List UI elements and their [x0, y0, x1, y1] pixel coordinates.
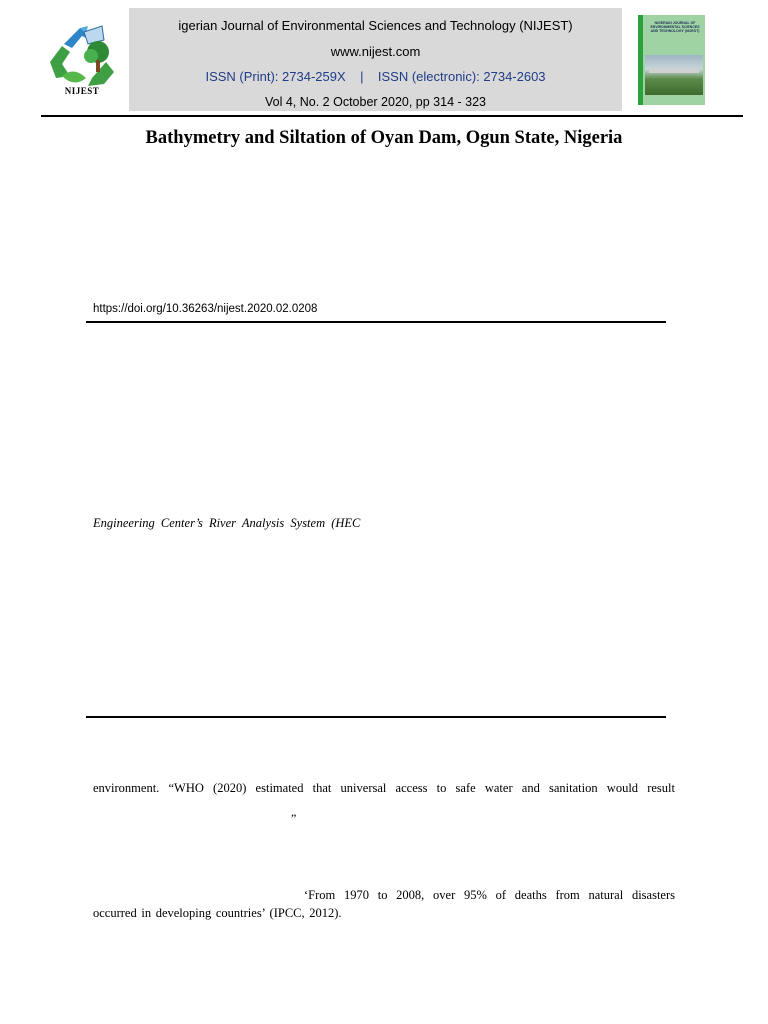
body-text-line: ‘From 1970 to 2008, over 95% of deaths from natural disasters [304, 888, 675, 902]
body-text-line: environment. “WHO (2020) estimated that universal access to safe water and sanitation would result [93, 781, 675, 795]
abstract-top-divider [86, 321, 666, 323]
body-text-quote-mark: ” [291, 811, 297, 825]
journal-volume-info: Vol 4, No. 2 October 2020, pp 314 - 323 [265, 95, 486, 109]
logo-caption: NIJEST [64, 86, 100, 96]
cover-title: NIGERIAN JOURNAL OF ENVIRONMENTAL SCIENCES AND TECHNOLOGY (NIJEST) [650, 21, 700, 33]
journal-cover-image [638, 15, 705, 105]
journal-name: igerian Journal of Environmental Sciences and Technology (NIJEST) [178, 18, 573, 33]
journal-website-link[interactable]: www.nijest.com [330, 44, 421, 59]
cover-photo [645, 55, 703, 95]
doi-link[interactable]: https://doi.org/10.36263/nijest.2020.02.0208 [93, 303, 318, 315]
paper-title: Bathymetry and Siltation of Oyan Dam, Ogun State, Nigeria [145, 128, 623, 148]
abstract-fragment: Engineering Center’s River Analysis System (HEC [93, 516, 361, 530]
journal-header-box [129, 8, 622, 111]
header-divider [41, 115, 743, 117]
abstract-bottom-divider [86, 716, 666, 718]
journal-issn: ISSN (Print): 2734-259X | ISSN (electronic): 2734-2603 [205, 69, 546, 84]
body-text-line: occurred in developing countries’ (IPCC, 2012). [93, 906, 342, 920]
